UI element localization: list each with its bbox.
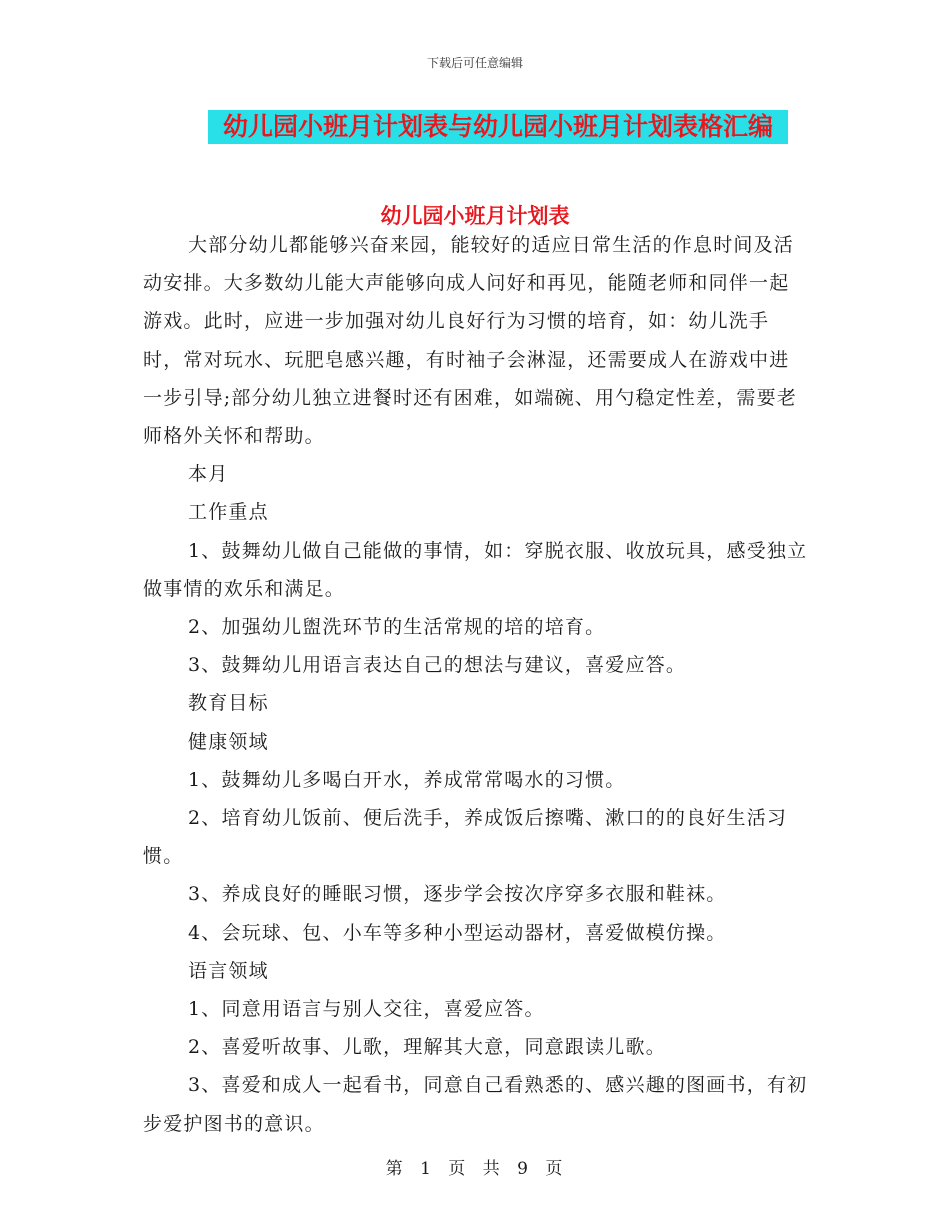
footer-total-label: 共	[482, 1159, 502, 1179]
health-item: 1、鼓舞幼儿多喝白开水，养成常常喝水的习惯。	[188, 768, 626, 791]
footer-page-number: 1	[420, 1159, 433, 1179]
footer-prefix: 第	[385, 1159, 405, 1179]
work-focus-item: 3、鼓舞幼儿用语言表达自己的想法与建议，喜爱应答。	[188, 654, 687, 677]
document-title: 幼儿园小班月计划表与幼儿园小班月计划表格汇编	[208, 110, 788, 144]
work-focus-item: 1、鼓舞幼儿做自己能做的事情，如：穿脱衣服、收放玩具，感受独立做事情的欢乐和满足。	[143, 539, 808, 600]
heading-health-domain: 健康领域	[188, 730, 269, 753]
health-item: 2、培育幼儿饭前、便后洗手，养成饭后擦嘴、漱口的的良好生活习惯。	[143, 807, 788, 868]
work-focus-item: 2、加强幼儿盥洗环节的生活常规的培的培育。	[188, 616, 606, 639]
language-item: 3、喜爱和成人一起看书，同意自己看熟悉的、感兴趣的图画书，有初步爱护图书的意识。	[143, 1074, 808, 1135]
heading-education-goals: 教育目标	[188, 692, 269, 715]
health-item: 4、会玩球、包、小车等多种小型运动器材，喜爱做模仿操。	[188, 921, 727, 944]
language-item: 2、喜爱听故事、儿歌，理解其大意，同意跟读儿歌。	[188, 1036, 666, 1059]
heading-this-month: 本月	[188, 463, 229, 486]
document-body	[143, 226, 809, 1143]
footer-suffix: 页	[545, 1159, 565, 1179]
footer-page-label: 页	[448, 1159, 468, 1179]
language-item: 1、同意用语言与别人交往，喜爱应答。	[188, 998, 545, 1021]
footer-total-pages: 9	[517, 1159, 530, 1179]
page-footer	[0, 1154, 950, 1179]
heading-language-domain: 语言领域	[188, 959, 269, 982]
page-header-note: 下载后可任意编辑	[426, 56, 523, 70]
health-item: 3、养成良好的睡眠习惯，逐步学会按次序穿多衣服和鞋袜。	[188, 883, 727, 906]
section-title: 幼儿园小班月计划表	[380, 203, 570, 228]
intro-paragraph: 大部分幼儿都能够兴奋来园，能较好的适应日常生活的作息时间及活动安排。大多数幼儿能大声能够向成人问好和再见，能随老师和同伴一起游戏。此时，应进一步加强对幼儿良好行为习惯的培育，如：幼儿洗手时，常对玩水、玩肥皂感兴趣，有时袖子会淋湿，还需要成人在游戏中进一步引导;部分幼儿独立进餐时还有困难，如端碗、用勺稳定性差，需要老师格外关怀和帮助。	[143, 234, 798, 448]
heading-work-focus: 工作重点	[188, 501, 269, 524]
